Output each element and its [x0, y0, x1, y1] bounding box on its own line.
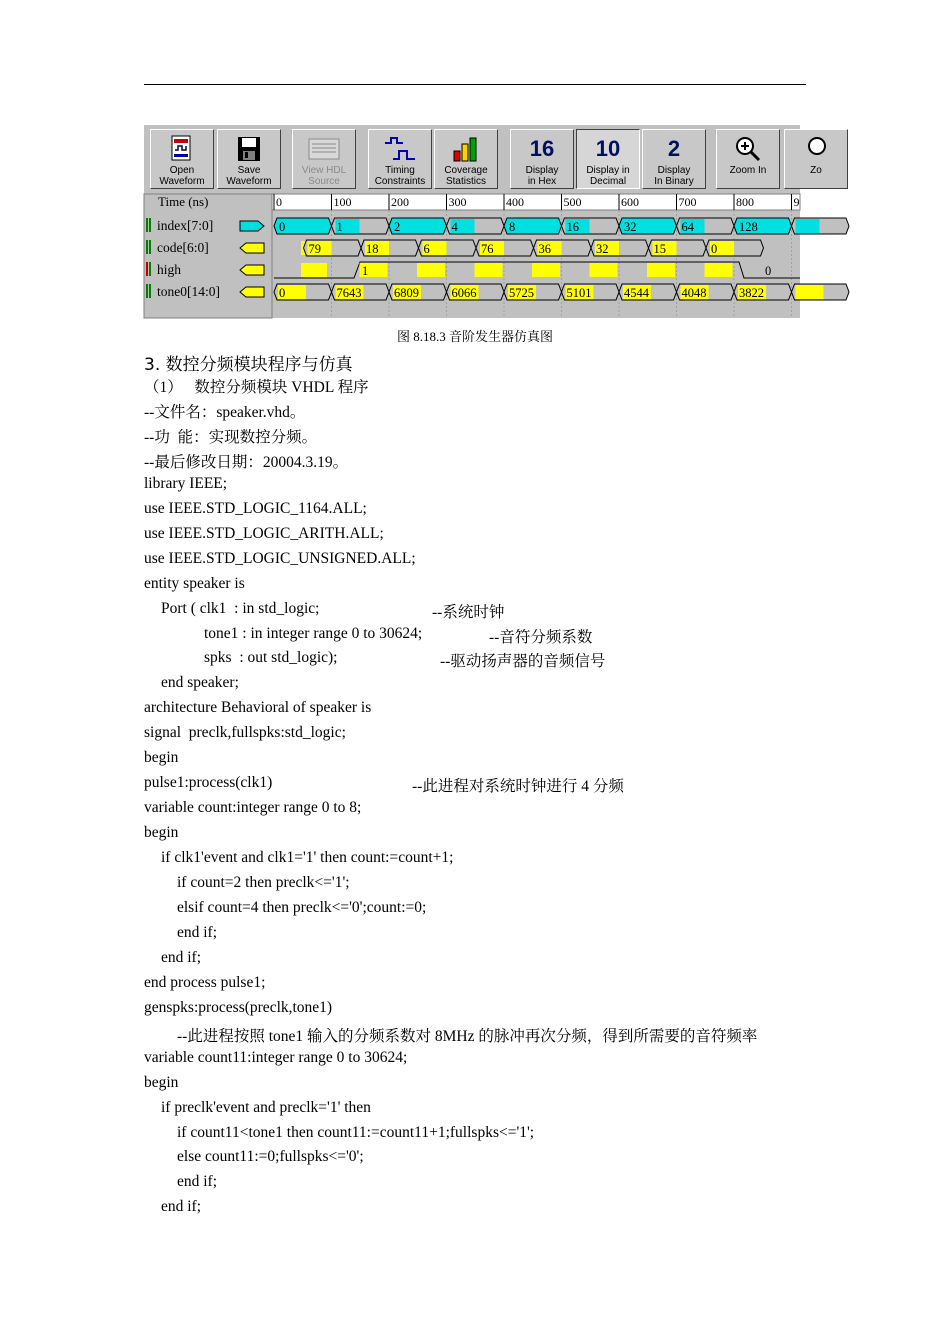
high-shade [590, 263, 618, 277]
view-hdl-source-button[interactable] [292, 129, 356, 189]
high-shade [705, 263, 733, 277]
code-line: --功 能：实现数控分频。 [144, 428, 318, 446]
zoom-in-label: Zoom In [729, 165, 767, 176]
zoom-in-icon [734, 135, 762, 163]
bus-value: 2 [394, 220, 401, 234]
coverage-statistics-label: Coverage Statistics [444, 165, 488, 187]
bit-value: 1 [362, 264, 369, 278]
time-tick-label: 100 [333, 195, 352, 209]
high-shade [417, 263, 445, 277]
code-line: signal preclk,fullspks:std_logic; [144, 724, 346, 742]
code-line: genspks:process(preclk,tone1) [144, 998, 333, 1016]
time-tick-label: 0 [276, 195, 282, 209]
save-waveform-label: Save Waveform [226, 165, 272, 187]
code-line: if count11<tone1 then count11:=count11+1;fullspks<='1'; [177, 1123, 535, 1141]
zoom-out-label: Zo [810, 165, 822, 176]
timing-constraints-label: Timing Constraints [374, 165, 426, 187]
high-shade [475, 263, 503, 277]
bus-value: 4 [451, 220, 458, 234]
code-line: （1） 数控分频模块 VHDL 程序 [144, 379, 369, 396]
code-line: use IEEE.STD_LOGIC_1164.ALL; [144, 499, 367, 517]
open-waveform-label: Open Waveform [159, 165, 205, 187]
timing-constraints-icon [383, 135, 417, 163]
display-binary-button[interactable] [642, 129, 706, 189]
waveform-toolbar [144, 125, 822, 191]
code-line: end if; [161, 1198, 202, 1216]
section-heading: 3. 数控分频模块程序与仿真 [144, 355, 353, 375]
bus-value: 5101 [566, 286, 592, 300]
code-line: end process pulse1; [144, 973, 266, 991]
display-decimal-button[interactable] [576, 129, 640, 189]
code-line: end if; [161, 948, 202, 966]
bus-value: 128 [739, 220, 758, 234]
code-line: variable count11:integer range 0 to 30624; [144, 1048, 408, 1066]
code-line: Port ( clk1 : in std_logic; [161, 599, 320, 617]
bus-value: 0 [279, 220, 286, 234]
display-decimal-label: Display in Decimal [586, 165, 630, 187]
code-line: entity speaker is [144, 574, 245, 592]
code-line: begin [144, 824, 179, 842]
signal-status-bar [146, 218, 148, 232]
code-line: begin [144, 1073, 179, 1091]
signal-status-bar [146, 240, 148, 254]
binary-2-icon: 2 [667, 136, 681, 161]
bus-value: 32 [596, 242, 609, 256]
signal-name-panel [144, 194, 272, 318]
view-hdl-source-label: View HDL Source [301, 165, 347, 187]
hex-16-icon: 16 [529, 136, 555, 161]
save-waveform-button[interactable] [217, 129, 281, 189]
bus-value-bg [796, 219, 820, 233]
code-line: if count=2 then preclk<='1'; [177, 874, 350, 891]
time-tick-label: 300 [448, 195, 467, 209]
code-line: --此进程按照 tone1 输入的分频系数对 8MHz 的脉冲再次分频，得到所需要的音符频率 [177, 1027, 758, 1045]
bit-value: 0 [765, 264, 772, 278]
signal-status-bar [146, 262, 148, 276]
code-line: else count11:=0;fullspks<='0'; [177, 1148, 364, 1166]
signal-status-bar [149, 218, 151, 232]
bus-value: 0 [711, 242, 718, 256]
zoom-out-icon [806, 135, 826, 163]
bus-value: 32 [624, 220, 637, 234]
header-rule [144, 84, 806, 85]
signal-name: index[7:0] [157, 218, 214, 233]
time-tick-label: 400 [506, 195, 524, 209]
zoom-in-button[interactable] [716, 129, 780, 189]
decimal-10-icon: 10 [595, 136, 621, 161]
bus-value: 16 [566, 220, 579, 234]
bus-value-bg [796, 285, 824, 299]
bus-value: 6066 [451, 286, 477, 300]
code-line: elsif count=4 then preclk<='0';count:=0; [177, 898, 427, 916]
high-shade [647, 263, 675, 277]
code-line: spks : out std_logic); [204, 649, 338, 667]
waveform-display [144, 193, 800, 318]
signal-status-bar [149, 262, 151, 276]
code-line: end if; [177, 923, 218, 941]
output-marker-icon [240, 265, 264, 275]
display-binary-label: Display In Binary [654, 165, 694, 187]
code-line: library IEEE; [144, 474, 228, 492]
signal-name: tone0[14:0] [157, 284, 220, 299]
code-line: end if; [177, 1173, 218, 1191]
bus-value: 15 [653, 242, 666, 256]
code-line: pulse1:process(clk1) [144, 774, 273, 792]
code-line: begin [144, 749, 179, 767]
output-marker-icon [240, 243, 264, 253]
signal-status-bar [146, 284, 148, 298]
time-header: Time (ns) [158, 194, 209, 209]
time-tick-label: 200 [391, 195, 409, 209]
bus-value: 0 [279, 286, 286, 300]
bar-chart-icon [450, 135, 482, 163]
bus-value: 3822 [739, 286, 764, 300]
code-line: --文件名：speaker.vhd。 [144, 403, 306, 421]
bus-value: 4048 [681, 286, 707, 300]
high-shade [301, 263, 327, 277]
coverage-statistics-button[interactable] [434, 129, 498, 189]
code-comment: --驱动扬声器的音频信号 [440, 653, 606, 671]
code-line: tone1 : in integer range 0 to 30624; [204, 624, 423, 642]
code-line: if preclk'event and preclk='1' then [161, 1098, 371, 1116]
code-comment: --系统时钟 [432, 603, 505, 621]
display-hex-button[interactable] [510, 129, 574, 189]
zoom-out-button[interactable] [784, 129, 848, 189]
signal-name: code[6:0] [157, 240, 209, 255]
signal-name: high [157, 262, 182, 277]
code-line: architecture Behavioral of speaker is [144, 699, 372, 717]
figure-caption: 图 8.18.3 音阶发生器仿真图 [396, 329, 553, 344]
signal-status-bar [149, 240, 151, 254]
time-tick-label: 500 [563, 195, 582, 209]
bus-value: 5725 [509, 286, 534, 300]
time-tick-label: 9 [793, 195, 800, 209]
hdl-source-icon [307, 136, 341, 162]
code-comment: --音符分频系数 [489, 628, 593, 646]
simulator-screenshot [144, 125, 822, 318]
code-line: variable count:integer range 0 to 8; [144, 799, 362, 817]
time-tick-label: 800 [736, 195, 754, 209]
input-marker-icon [240, 221, 264, 231]
bus-value: 18 [366, 242, 379, 256]
code-line: if clk1'event and clk1='1' then count:=count+1; [161, 849, 454, 867]
bus-value: 6 [423, 242, 430, 256]
bus-value: 4544 [624, 286, 649, 300]
bus-value: 64 [681, 220, 694, 234]
code-line: use IEEE.STD_LOGIC_ARITH.ALL; [144, 524, 384, 542]
bus-value: 76 [481, 242, 494, 256]
bus-value: 8 [509, 220, 516, 234]
display-hex-label: Display in Hex [525, 165, 559, 187]
code-line: use IEEE.STD_LOGIC_UNSIGNED.ALL; [144, 549, 416, 567]
timing-constraints-button[interactable] [368, 129, 432, 189]
signal-status-bar [149, 284, 151, 298]
code-line: --最后修改日期：20004.3.19。 [144, 453, 349, 471]
waveform-panel [144, 193, 800, 318]
bus-value: 1 [336, 220, 343, 234]
bus-value: 36 [538, 242, 551, 256]
bus-value: 79 [308, 242, 321, 256]
bus-value: 7643 [336, 286, 362, 300]
bus-value: 6809 [394, 286, 419, 300]
time-tick-label: 600 [621, 195, 639, 209]
code-comment: --此进程对系统时钟进行 4 分频 [412, 778, 624, 796]
output-marker-icon [240, 287, 264, 297]
code-line: end speaker; [161, 674, 239, 692]
high-shade [532, 263, 560, 277]
floppy-disk-icon [236, 135, 262, 163]
time-tick-label: 700 [678, 195, 697, 209]
open-waveform-button[interactable] [150, 129, 214, 189]
open-waveform-icon [169, 134, 195, 164]
